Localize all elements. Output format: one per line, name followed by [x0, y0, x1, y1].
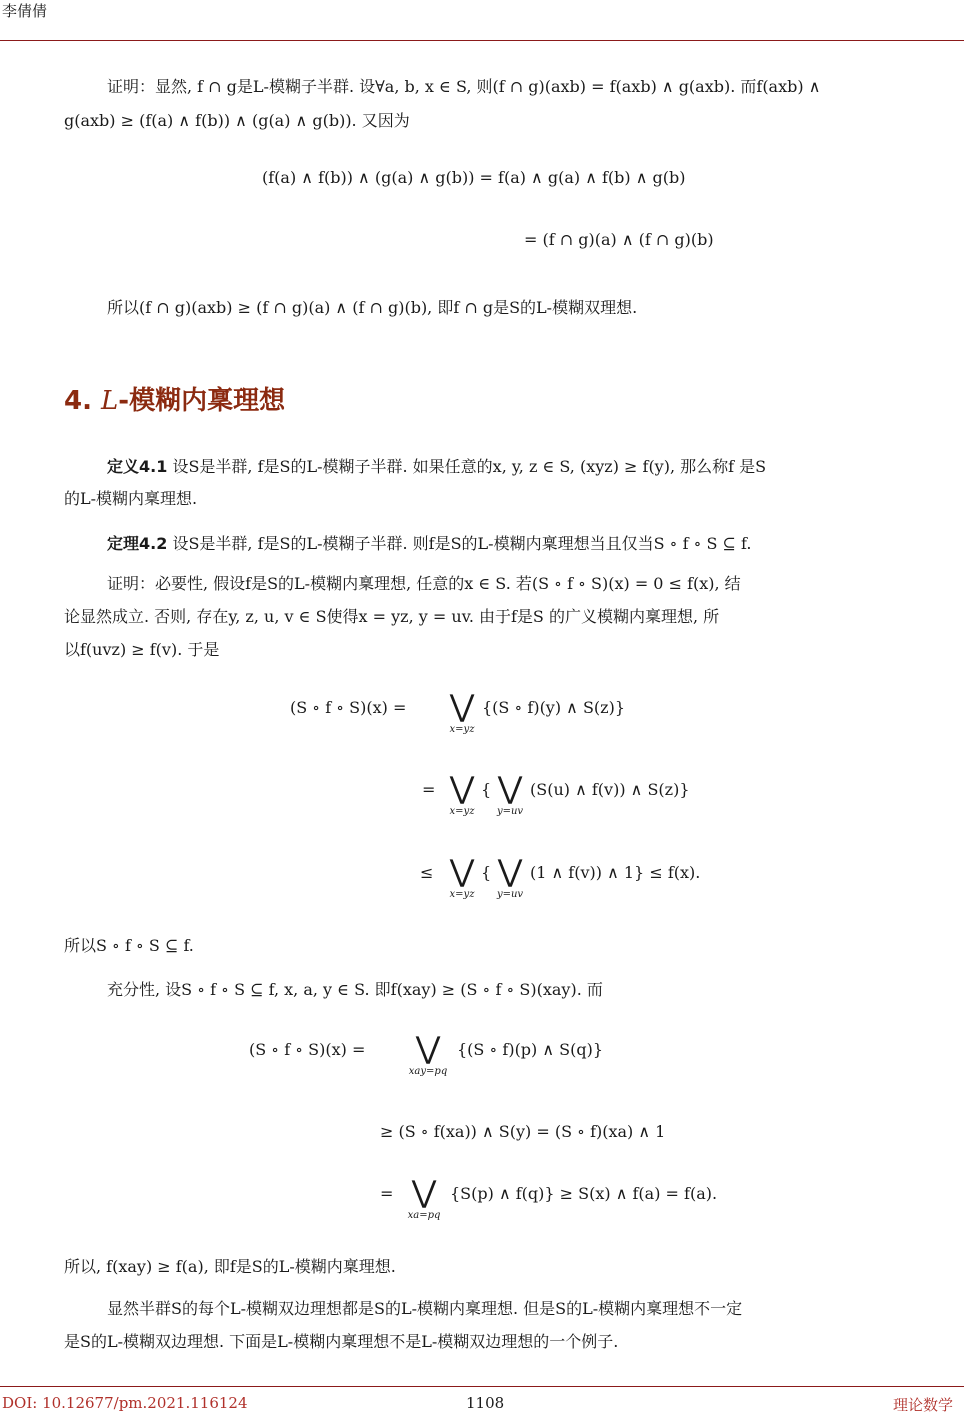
section-heading	[64, 380, 285, 417]
suff-e1-lhs: (S ∘ f ∘ S)(x) =	[249, 1040, 366, 1059]
definition-text: 设S是半群, f是S的L-模糊子半群. 如果任意的x, y, z ∈ S, (xyz) ≥ f(y), 那么称f 是S	[172, 457, 767, 476]
proof1-line2: g(axb) ≥ (f(a) ∧ f(b)) ∧ (g(a) ∧ g(b)). 又因为	[64, 111, 410, 130]
footer-rule	[0, 1386, 964, 1387]
proof2-e2-eq: =	[422, 780, 436, 799]
header-author: 李倩倩	[2, 2, 48, 20]
bigvee-symbol: ⋁	[411, 1175, 437, 1210]
section-title: -模糊内稟理想	[118, 386, 286, 416]
suff-e2: ≥ (S ∘ f(xa)) ∧ S(y) = (S ∘ f)(xa) ∧ 1	[380, 1122, 666, 1141]
bigvee-symbol: ⋁	[415, 1031, 441, 1066]
proof2-line3: 以f(uvz) ≥ f(v). 于是	[64, 640, 220, 659]
theorem-4-2	[107, 533, 964, 555]
footer-journal[interactable]: 理论数学	[893, 1396, 954, 1414]
bigvee-op	[398, 1031, 458, 1077]
suff-e3-rhs: {S(p) ∧ f(q)} ≥ S(x) ∧ f(a) = f(a).	[450, 1184, 718, 1203]
suff-conclusion: 所以, f(xay) ≥ f(a), 即f是S的L-模糊内稟理想.	[64, 1257, 396, 1276]
theorem-text: 设S是半群, f是S的L-模糊子半群. 则f是S的L-模糊内稟理想当且仅当S ∘ f ∘ S ⊆ f.	[172, 534, 752, 553]
bigvee-subscript: y=uv	[496, 889, 524, 900]
proof2-e2-brace: {	[481, 780, 492, 799]
suff-e1-rhs: {(S ∘ f)(p) ∧ S(q)}	[457, 1040, 604, 1059]
proof2-line1: 证明：必要性, 假设f是S的L-模糊内稟理想, 任意的x ∈ S. 若(S ∘ f ∘ S)(x) = 0 ≤ f(x), 结	[107, 574, 741, 593]
proof2-e3-eq: ≤	[420, 863, 434, 882]
bigvee-subscript: xa=pq	[407, 1210, 441, 1221]
proof2-e1-lhs: (S ∘ f ∘ S)(x) =	[290, 698, 407, 717]
proof2-e2-rhs: (S(u) ∧ f(v)) ∧ S(z)}	[530, 780, 690, 799]
bigvee-subscript: xay=pq	[408, 1066, 448, 1077]
suff-e3-eq: =	[380, 1184, 394, 1203]
bigvee-symbol: ⋁	[449, 689, 475, 724]
footer-doi[interactable]: DOI: 10.12677/pm.2021.116124	[2, 1394, 248, 1412]
bigvee-symbol: ⋁	[497, 771, 523, 806]
bigvee-symbol: ⋁	[449, 771, 475, 806]
bigvee-subscript: x=yz	[449, 806, 475, 817]
proof2-line2: 论显然成立. 否则, 存在y, z, u, v ∈ S使得x = yz, y = uv. 由于f是S 的广义模糊内稟理想, 所	[64, 607, 720, 626]
bigvee-subscript: x=yz	[449, 889, 475, 900]
proof1-eq2: = (f ∩ g)(a) ∧ (f ∩ g)(b)	[524, 230, 714, 249]
theorem-label: 定理4.2	[107, 534, 168, 553]
bigvee-symbol: ⋁	[449, 854, 475, 889]
definition-4-1	[107, 456, 964, 478]
definition-label: 定义4.1	[107, 457, 168, 476]
proof1-line1: 证明：显然, f ∩ g是L-模糊子半群. 设∀a, b, x ∈ S, 则(f ∩ g)(axb) = f(axb) ∧ g(axb). 而f(axb) ∧	[107, 77, 821, 96]
bigvee-symbol: ⋁	[497, 854, 523, 889]
remark-line2: 是S的L-模糊双边理想. 下面是L-模糊内稟理想不是L-模糊双边理想的一个例子.	[64, 1332, 619, 1351]
proof1-conclusion: 所以(f ∩ g)(axb) ≥ (f ∩ g)(a) ∧ (f ∩ g)(b), 即f ∩ g是S的L-模糊双理想.	[107, 298, 638, 317]
proof2-conclusion: 所以S ∘ f ∘ S ⊆ f.	[64, 936, 194, 955]
definition-4-1-line2: 的L-模糊内稟理想.	[64, 489, 198, 508]
remark-line1: 显然半群S的每个L-模糊双边理想都是S的L-模糊内稟理想. 但是S的L-模糊内稟理想不一定	[107, 1299, 743, 1318]
section-letter: L	[101, 386, 119, 416]
header-rule	[0, 40, 964, 41]
proof1-eq1: (f(a) ∧ f(b)) ∧ (g(a) ∧ g(b)) = f(a) ∧ g(a) ∧ f(b) ∧ g(b)	[262, 168, 686, 187]
bigvee-subscript: y=uv	[496, 806, 524, 817]
bigvee-subscript: x=yz	[449, 724, 475, 735]
section-number: 4.	[64, 386, 92, 416]
bigvee-op	[394, 1175, 454, 1221]
proof2-e1-rhs: {(S ∘ f)(y) ∧ S(z)}	[482, 698, 626, 717]
proof2-e3-brace: {	[481, 863, 492, 882]
proof2-e3-rhs: (1 ∧ f(v)) ∧ 1} ≤ f(x).	[530, 863, 701, 882]
suff-line1: 充分性, 设S ∘ f ∘ S ⊆ f, x, a, y ∈ S. 即f(xay) ≥ (S ∘ f ∘ S)(xay). 而	[107, 980, 603, 999]
footer-page-number: 1108	[466, 1394, 505, 1412]
